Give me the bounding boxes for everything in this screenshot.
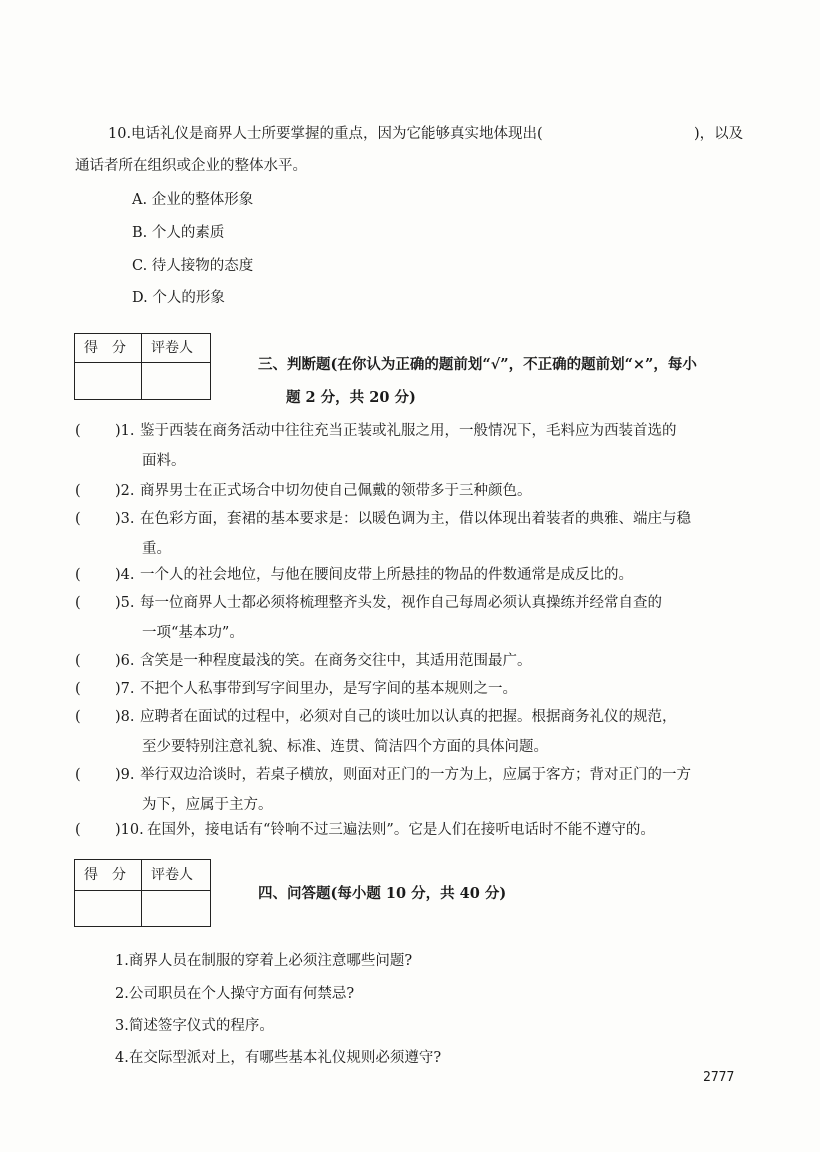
answer-paren: ( <box>75 595 81 611</box>
item-number: )2. <box>115 483 135 499</box>
item-number: )4. <box>115 567 135 583</box>
essay-question-1: 1.商界人员在制服的穿着上必须注意哪些问题? <box>115 953 413 969</box>
item-number: )1. <box>115 423 135 439</box>
answer-paren: ( <box>75 483 81 499</box>
q10-stem-line2: 通话者所在组织或企业的整体水平。 <box>75 158 307 174</box>
q10-option-c: C. 待人接物的态度 <box>132 258 254 274</box>
item-text: 举行双边洽谈时，若桌子横放，则面对正门的一方为上，应属于客方；背对正门的一方 <box>140 767 691 783</box>
item-text-continued: 至少要特别注意礼貌、标准、连贯、简洁四个方面的具体问题。 <box>142 739 548 755</box>
essay-question-3: 3.简述签字仪式的程序。 <box>115 1018 274 1034</box>
q10-option-b: B. 个人的素质 <box>132 225 225 241</box>
answer-paren: ( <box>75 511 81 527</box>
item-number: )3. <box>115 511 135 527</box>
score-label: 得 分 <box>84 340 126 356</box>
answer-paren: ( <box>75 423 81 439</box>
page-number: 2777 <box>703 1070 735 1085</box>
score-label-2: 得 分 <box>84 867 126 883</box>
q10-option-a: A. 企业的整体形象 <box>132 192 254 208</box>
score-table-2 <box>74 859 211 927</box>
item-number: )5. <box>115 595 135 611</box>
answer-paren: ( <box>75 709 81 725</box>
item-text-continued: 重。 <box>142 541 171 557</box>
item-number: )6. <box>115 653 135 669</box>
answer-paren: ( <box>75 653 81 669</box>
item-text: 在色彩方面，套裙的基本要求是：以暖色调为主，借以体现出着装者的典雅、端庄与稳 <box>140 511 691 527</box>
answer-paren: ( <box>75 822 81 838</box>
answer-paren: ( <box>75 767 81 783</box>
item-number: )10. <box>115 822 144 838</box>
item-number: )8. <box>115 709 135 725</box>
section4-title: 四、问答题(每小题 10 分，共 40 分) <box>258 885 507 902</box>
section3-title-line2: 题 2 分，共 20 分) <box>286 389 416 406</box>
item-text: 每一位商界人士都必须将梳理整齐头发，视作自己每周必须认真操练并经常自查的 <box>140 595 662 611</box>
item-text-continued: 为下，应属于主方。 <box>142 797 273 813</box>
item-text: 一个人的社会地位，与他在腰间皮带上所悬挂的物品的件数通常是成反比的。 <box>140 567 633 583</box>
grader-label: 评卷人 <box>151 340 193 356</box>
q10-stem-line1-end: )，以及 <box>694 126 744 142</box>
item-number: )9. <box>115 767 135 783</box>
score-table <box>74 333 211 400</box>
item-text: 不把个人私事带到写字间里办，是写字间的基本规则之一。 <box>140 681 517 697</box>
item-text: 商界男士在正式场合中切勿使自己佩戴的领带多于三种颜色。 <box>140 483 532 499</box>
item-text: 在国外，接电话有“铃响不过三遍法则”。它是人们在接听电话时不能不遵守的。 <box>147 822 655 838</box>
item-text: 鉴于西装在商务活动中往往充当正装或礼服之用，一般情况下，毛料应为西装首选的 <box>140 423 677 439</box>
essay-question-2: 2.公司职员在个人操守方面有何禁忌? <box>115 986 355 1002</box>
item-text: 应聘者在面试的过程中，必须对自己的谈吐加以认真的把握。根据商务礼仪的规范， <box>140 709 677 725</box>
essay-question-4: 4.在交际型派对上，有哪些基本礼仪规则必须遵守? <box>115 1050 442 1066</box>
item-number: )7. <box>115 681 135 697</box>
answer-paren: ( <box>75 681 81 697</box>
section3-title-line1: 三、判断题(在你认为正确的题前划“√”，不正确的题前划“×”，每小 <box>258 356 697 373</box>
grader-label-2: 评卷人 <box>151 867 193 883</box>
q10-option-d: D. 个人的形象 <box>132 290 225 306</box>
item-text: 含笑是一种程度最浅的笑。在商务交往中，其适用范围最广。 <box>140 653 532 669</box>
q10-stem-line1: 10.电话礼仪是商界人士所要掌握的重点，因为它能够真实地体现出( <box>108 126 543 142</box>
item-text-continued: 一项“基本功”。 <box>142 625 244 641</box>
item-text-continued: 面料。 <box>142 453 186 469</box>
answer-paren: ( <box>75 567 81 583</box>
